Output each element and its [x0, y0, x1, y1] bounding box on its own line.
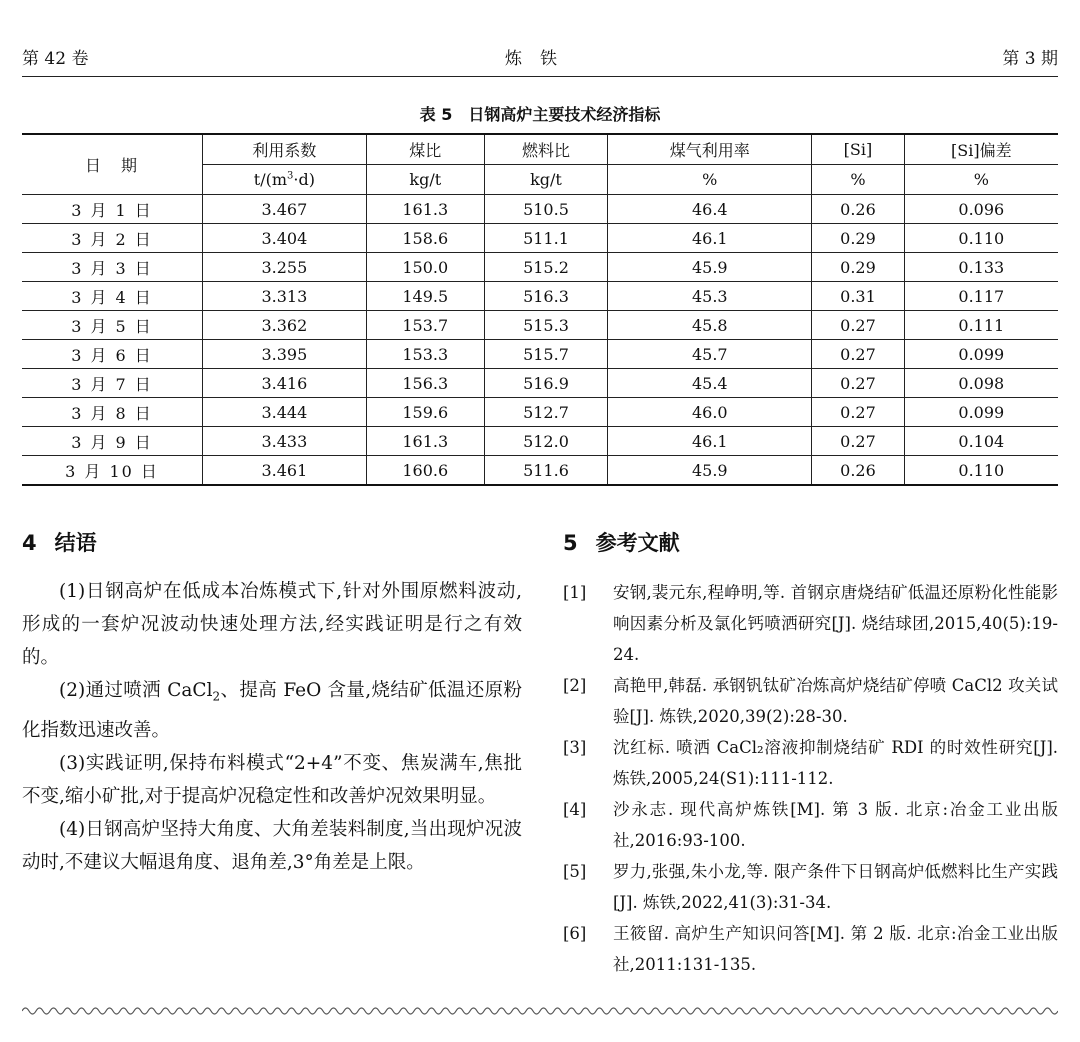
reference-text: 王筱留. 高炉生产知识问答[M]. 第 2 版. 北京:冶金工业出版社,2011:131-135.	[613, 924, 1058, 974]
section-number: 4	[22, 531, 37, 555]
table-row	[22, 195, 1058, 224]
column-unit: %	[904, 165, 1058, 195]
value-cell: 515.2	[484, 253, 607, 282]
date-cell: 3 月 7 日	[22, 369, 203, 398]
value-cell: 516.9	[484, 369, 607, 398]
value-cell: 516.3	[484, 282, 607, 311]
value-cell: 511.6	[484, 456, 607, 486]
table-caption: 表 5 日钢高炉主要技术经济指标	[419, 105, 661, 124]
value-cell: 0.133	[904, 253, 1058, 282]
running-head	[22, 44, 1058, 70]
value-cell: 0.26	[812, 456, 904, 486]
date-cell: 3 月 8 日	[22, 398, 203, 427]
value-cell: 3.467	[203, 195, 367, 224]
references-heading	[563, 527, 680, 557]
reference-item	[563, 577, 1058, 670]
value-cell: 3.404	[203, 224, 367, 253]
value-cell: 45.3	[608, 282, 812, 311]
value-cell: 0.110	[904, 224, 1058, 253]
value-cell: 0.098	[904, 369, 1058, 398]
reference-item	[563, 670, 1058, 732]
date-cell: 3 月 5 日	[22, 311, 203, 340]
value-cell: 45.9	[608, 253, 812, 282]
value-cell: 46.1	[608, 427, 812, 456]
reference-number: [4]	[563, 800, 587, 819]
value-cell: 0.110	[904, 456, 1058, 486]
column-unit: kg/t	[484, 165, 607, 195]
value-cell: 3.395	[203, 340, 367, 369]
column-unit: kg/t	[366, 165, 484, 195]
column-unit: $t/(m^3\cdot d)$	[203, 165, 367, 195]
date-cell: 3 月 4 日	[22, 282, 203, 311]
column-header: [Si]偏差	[904, 134, 1058, 165]
header-rule	[22, 76, 1058, 77]
reference-text: 沙永志. 现代高炉炼铁[M]. 第 3 版. 北京:冶金工业出版社,2016:93-100.	[613, 800, 1058, 850]
reference-text: 高艳甲,韩磊. 承钢钒钛矿冶炼高炉烧结矿停喷 CaCl2 攻关试验[J]. 炼铁,2020,39(2):28-30.	[613, 676, 1058, 726]
column-unit: %	[812, 165, 904, 195]
conclusion-paragraph: (4)日钢高炉坚持大角度、大角差装料制度,当出现炉况波动时,不建议大幅退角度、退角差,3°角差是上限。	[22, 818, 522, 873]
value-cell: 0.099	[904, 340, 1058, 369]
value-cell: 0.27	[812, 369, 904, 398]
table-row	[22, 398, 1058, 427]
value-cell: 3.255	[203, 253, 367, 282]
conclusion-paragraph: (1)日钢高炉在低成本冶炼模式下,针对外围原燃料波动,形成的一套炉况波动快速处理方法,经实践证明是行之有效的。	[22, 581, 522, 668]
date-cell: 3 月 2 日	[22, 224, 203, 253]
table-row	[22, 456, 1058, 486]
value-cell: 153.7	[366, 311, 484, 340]
date-cell: 3 月 1 日	[22, 195, 203, 224]
decorative-border	[22, 1004, 1058, 1018]
value-cell: 0.27	[812, 398, 904, 427]
value-cell: 161.3	[366, 195, 484, 224]
value-cell: 45.8	[608, 311, 812, 340]
section-title: 结语	[54, 531, 97, 555]
column-header: 利用系数	[203, 134, 367, 165]
value-cell: 0.111	[904, 311, 1058, 340]
column-unit: %	[608, 165, 812, 195]
section-title: 参考文献	[595, 531, 680, 555]
value-cell: 515.7	[484, 340, 607, 369]
reference-number: [6]	[563, 924, 587, 943]
date-cell: 3 月 3 日	[22, 253, 203, 282]
value-cell: 3.461	[203, 456, 367, 486]
value-cell: 510.5	[484, 195, 607, 224]
value-cell: 150.0	[366, 253, 484, 282]
reference-number: [5]	[563, 862, 587, 881]
table-row	[22, 369, 1058, 398]
value-cell: 46.0	[608, 398, 812, 427]
value-cell: 0.27	[812, 311, 904, 340]
column-header: 燃料比	[484, 134, 607, 165]
reference-item	[563, 918, 1058, 980]
reference-item	[563, 732, 1058, 794]
conclusion-heading	[22, 527, 97, 557]
value-cell: 156.3	[366, 369, 484, 398]
value-cell: 149.5	[366, 282, 484, 311]
value-cell: 0.29	[812, 224, 904, 253]
table-row	[22, 224, 1058, 253]
value-cell: 0.29	[812, 253, 904, 282]
value-cell: 45.9	[608, 456, 812, 486]
table-row	[22, 253, 1058, 282]
volume-label: 第 42 卷	[22, 49, 89, 69]
value-cell: 515.3	[484, 311, 607, 340]
value-cell: 0.117	[904, 282, 1058, 311]
value-cell: 160.6	[366, 456, 484, 486]
conclusion-body	[22, 575, 522, 879]
value-cell: 3.433	[203, 427, 367, 456]
value-cell: 159.6	[366, 398, 484, 427]
table-row	[22, 340, 1058, 369]
data-table	[22, 133, 1058, 486]
value-cell: 45.4	[608, 369, 812, 398]
value-cell: 46.1	[608, 224, 812, 253]
reference-item	[563, 856, 1058, 918]
value-cell: 0.31	[812, 282, 904, 311]
column-header: 煤气利用率	[608, 134, 812, 165]
value-cell: 3.416	[203, 369, 367, 398]
value-cell: 46.4	[608, 195, 812, 224]
value-cell: 0.27	[812, 427, 904, 456]
value-cell: 0.26	[812, 195, 904, 224]
section-number: 5	[563, 531, 578, 555]
date-cell: 3 月 9 日	[22, 427, 203, 456]
value-cell: 45.7	[608, 340, 812, 369]
reference-item	[563, 794, 1058, 856]
value-cell: 153.3	[366, 340, 484, 369]
date-cell: 3 月 10 日	[22, 456, 203, 486]
conclusion-paragraph: (2)通过喷洒 CaCl$_2$、提高 FeO 含量,烧结矿低温还原粉化指数迅速改善。	[22, 680, 523, 741]
reference-text: 安钢,裴元东,程峥明,等. 首钢京唐烧结矿低温还原粉化性能影响因素分析及氯化钙喷洒研究[J]. 烧结球团,2015,40(5):19-24.	[613, 583, 1058, 664]
value-cell: 3.444	[203, 398, 367, 427]
reference-list	[563, 577, 1058, 980]
conclusion-paragraph: (3)实践证明,保持布料模式“2+4”不变、焦炭满车,焦批不变,缩小矿批,对于提高炉况稳定性和改善炉况效果明显。	[22, 752, 522, 807]
table-row	[22, 427, 1058, 456]
value-cell: 512.0	[484, 427, 607, 456]
value-cell: 511.1	[484, 224, 607, 253]
value-cell: 3.362	[203, 311, 367, 340]
journal-title: 炼铁	[505, 49, 575, 69]
table-row	[22, 311, 1058, 340]
issue-label: 第 3 期	[1002, 49, 1058, 69]
column-header: 煤比	[366, 134, 484, 165]
reference-number: [1]	[563, 583, 587, 602]
value-cell: 0.099	[904, 398, 1058, 427]
date-cell: 3 月 6 日	[22, 340, 203, 369]
reference-text: 罗力,张强,朱小龙,等. 限产条件下日钢高炉低燃料比生产实践[J]. 炼铁,2022,41(3):31-34.	[613, 862, 1058, 912]
reference-text: 沈红标. 喷洒 CaCl₂溶液抑制烧结矿 RDI 的时效性研究[J]. 炼铁,2005,24(S1):111-112.	[613, 738, 1058, 788]
value-cell: 0.096	[904, 195, 1058, 224]
column-header: [Si]	[812, 134, 904, 165]
value-cell: 0.104	[904, 427, 1058, 456]
value-cell: 161.3	[366, 427, 484, 456]
value-cell: 158.6	[366, 224, 484, 253]
table-row	[22, 282, 1058, 311]
date-column-header: 日 期	[22, 134, 203, 195]
value-cell: 3.313	[203, 282, 367, 311]
reference-number: [3]	[563, 738, 587, 757]
reference-number: [2]	[563, 676, 587, 695]
value-cell: 0.27	[812, 340, 904, 369]
value-cell: 512.7	[484, 398, 607, 427]
